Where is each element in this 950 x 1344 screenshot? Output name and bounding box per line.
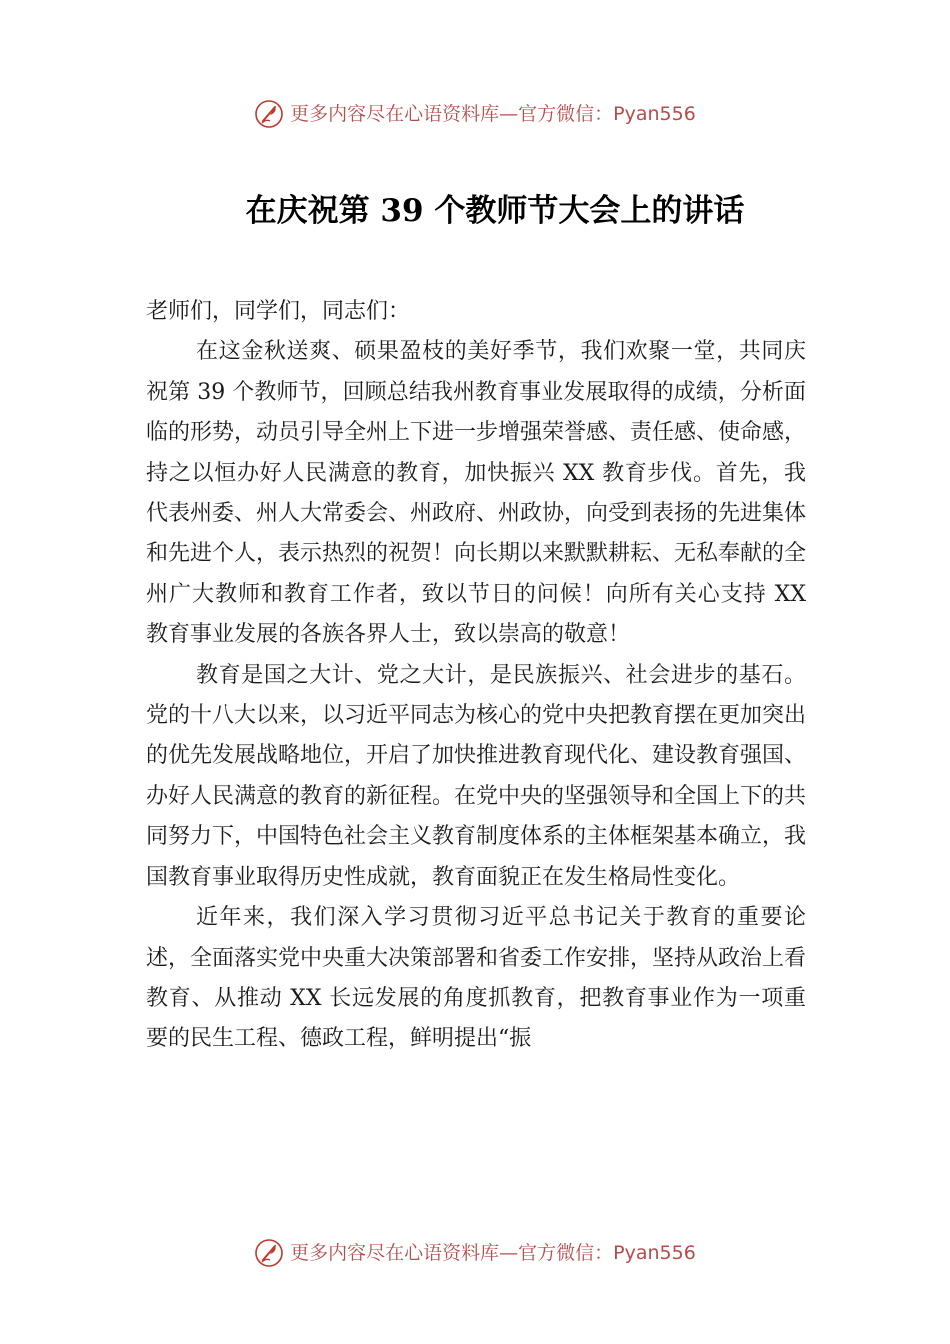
watermark-wechat-id: Pyan556 xyxy=(613,1242,696,1264)
watermark-text: 更多内容尽在心语资料库—官方微信： xyxy=(290,1242,614,1264)
quill-logo-icon xyxy=(254,99,284,129)
watermark-wechat-id: Pyan556 xyxy=(613,103,696,125)
document-body xyxy=(146,292,806,1060)
paragraph: 教育是国之大计、党之大计，是民族振兴、社会进步的基石。党的十八大以来，以习近平同志为核心的党中央把教育摆在更加突出的优先发展战略地位，开启了加快推进教育现代化、建设教育强国、办好人民满意的教育的新征程。在党中央的坚强领导和全国上下的共同努力下，中国特色社会主义教育制度体系的主体框架基本确立，我国教育事业取得历史性成就，教育面貌正在发生格局性变化。 xyxy=(146,662,807,890)
salutation: 老师们，同学们，同志们： xyxy=(146,299,411,324)
quill-logo-icon xyxy=(254,1238,284,1268)
paragraph: 在这金秋送爽、硕果盈枝的美好季节，我们欢聚一堂，共同庆祝第 39 个教师节，回顾总结我州教育事业发展取得的成绩，分析面临的形势，动员引导全州上下进一步增强荣誉感、责任感、使命感，持之以恒办好人民满意的教育，加快振兴 XX 教育步伐。首先，我代表州委、州人大常委会、州政府、州政协，向受到表扬的先进集体和先进个人，表示热烈的祝贺！向长期以来默默耕耘、无私奉献的全州广大教师和教育工作者，致以节日的问候！向所有关心支持 XX 教育事业发展的各族各界人士，致以崇高的敬意！ xyxy=(146,339,807,648)
document-title: 在庆祝第 39 个教师节大会上的讲话 xyxy=(245,193,745,229)
header-watermark xyxy=(0,98,950,129)
watermark-text: 更多内容尽在心语资料库—官方微信： xyxy=(290,103,614,125)
paragraph: 近年来，我们深入学习贯彻习近平总书记关于教育的重要论述，全面落实党中央重大决策部署和省委工作安排，坚持从政治上看教育、从推动 XX 长远发展的角度抓教育，把教育事业作为一项重要的民生工程、德政工程，鲜明提出“振 xyxy=(146,905,807,1052)
footer-watermark xyxy=(0,1237,950,1268)
